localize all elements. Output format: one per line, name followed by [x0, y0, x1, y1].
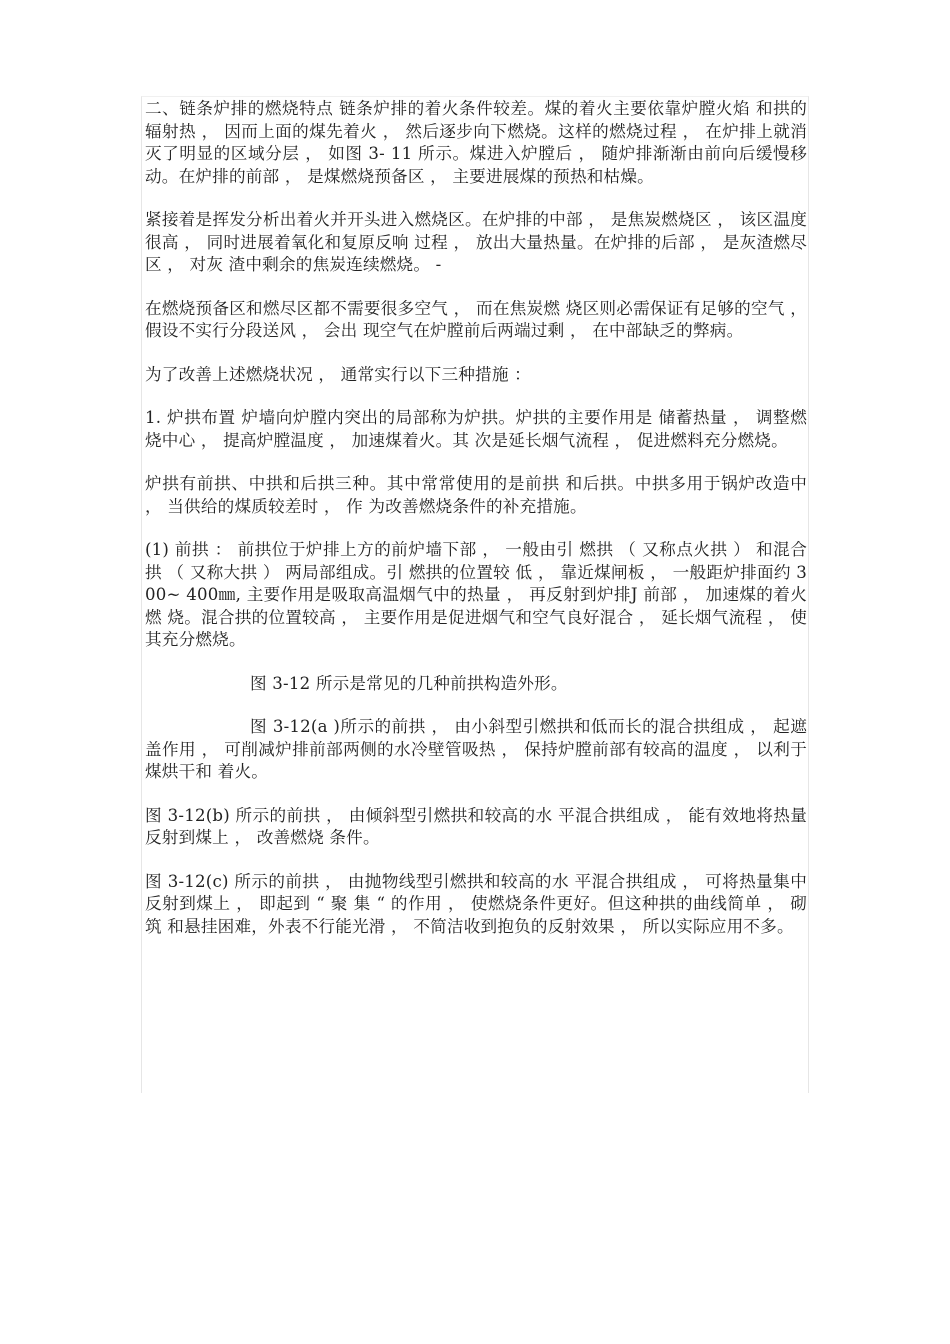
paragraph-arch-layout: 1. 炉拱布置 炉墙向炉膛内突出的局部称为炉拱。炉拱的主要作用是 储蓄热量 ， 调整燃烧中心 ， 提高炉膛温度 ， 加速煤着火。其 次是延长烟气流程 ， 促进燃料充分燃烧。	[145, 408, 807, 450]
paragraph-air-distribution: 在燃烧预备区和燃尽区都不需要很多空气 ， 而在焦炭燃 烧区则必需保证有足够的空气 ， 假设不实行分段送风 ， 会出 现空气在炉膛前后两端过剩 ， 在中部缺乏的弊病。	[145, 298, 807, 340]
paragraph-front-arch: (1) 前拱 ： 前拱位于炉排上方的前炉墙下部 ， 一般由引 燃拱 （ 又称点火拱 ） 和混合拱 （ 又称大拱 ） 两局部组成。引 燃拱的位置较 低 ， 靠近煤闸板 ， 一般距炉排面约 300~ 400㎜, 主要作用是吸取高温烟气中的热量 ， 再反射到炉排J 前部 ， 加速煤的着火燃 烧。混合拱的位置较高 ， 主要作用是促进烟气和空气良好混合 ， 延长烟气流程 ， 使其充分燃烧。	[145, 540, 807, 649]
paragraph-combustion-zones: 紧接着是挥发分析出着火并开头进入燃烧区。在炉排的中部 ， 是焦炭燃烧区 ， 该区温度很高 ， 同时进展着氧化和复原反响 过程 ， 放出大量热量。在炉排的后部 ， 是灰渣燃尽区 ， 对灰 渣中剩余的焦炭连续燃烧。 -	[145, 210, 807, 274]
document-body	[145, 98, 807, 959]
paragraph-three-measures: 为了改善上述燃烧状况 ， 通常实行以下三种措施 ：	[145, 364, 531, 384]
paragraph-figure-3-12b: 图 3-12(b) 所示的前拱 ， 由倾斜型引燃拱和较高的水 平混合拱组成 ， 能有效地将热量反射到煤上 ， 改善燃烧 条件。	[145, 805, 807, 847]
paragraph-figure-3-12c: 图 3-12(c) 所示的前拱 ， 由抛物线型引燃拱和较高的水 平混合拱组成 ， 可将热量集中反射到煤上 ， 即起到 “ 聚 集 “ 的作用 ， 使燃烧条件更好。但这种拱的曲线简单 ， 砌筑 和悬挂困难，外表不行能光滑 ， 不简洁收到抱负的反射效果 ， 所以实际应用不多。	[145, 871, 807, 936]
paragraph-arch-types: 炉拱有前拱、中拱和后拱三种。其中常常使用的是前拱 和后拱。中拱多用于锅炉改造中 ， 当供给的煤质较差时 ， 作 为改善燃烧条件的补充措施。	[145, 474, 807, 516]
paragraph-figure-3-12: 图 3-12 所示是常见的几种前拱构造外形。	[250, 673, 568, 693]
paragraph-chain-grate-features: 二、链条炉排的燃烧特点 链条炉排的着火条件较差。煤的着火主要依靠炉膛火焰 和拱的辐射热 ， 因而上面的煤先着火 ， 然后逐步向下燃烧。这样的燃烧过程 ， 在炉排上就消灭了明显的区域分层 ， 如图 3- 11 所示。煤进入炉膛后 ， 随炉排渐渐由前向后缓慢移动。在炉排的前部 ， 是煤燃烧预备区 ， 主要进展煤的预热和枯燥。	[145, 99, 807, 186]
paragraph-figure-3-12a: 图 3-12(a )所示的前拱 ， 由小斜型引燃拱和低而长的混合拱组成 ， 起遮盖作用 ， 可削减炉排前部两侧的水冷壁管吸热 ， 保持炉膛前部有较高的温度 ， 以利于煤烘干和 着火。	[145, 717, 807, 781]
